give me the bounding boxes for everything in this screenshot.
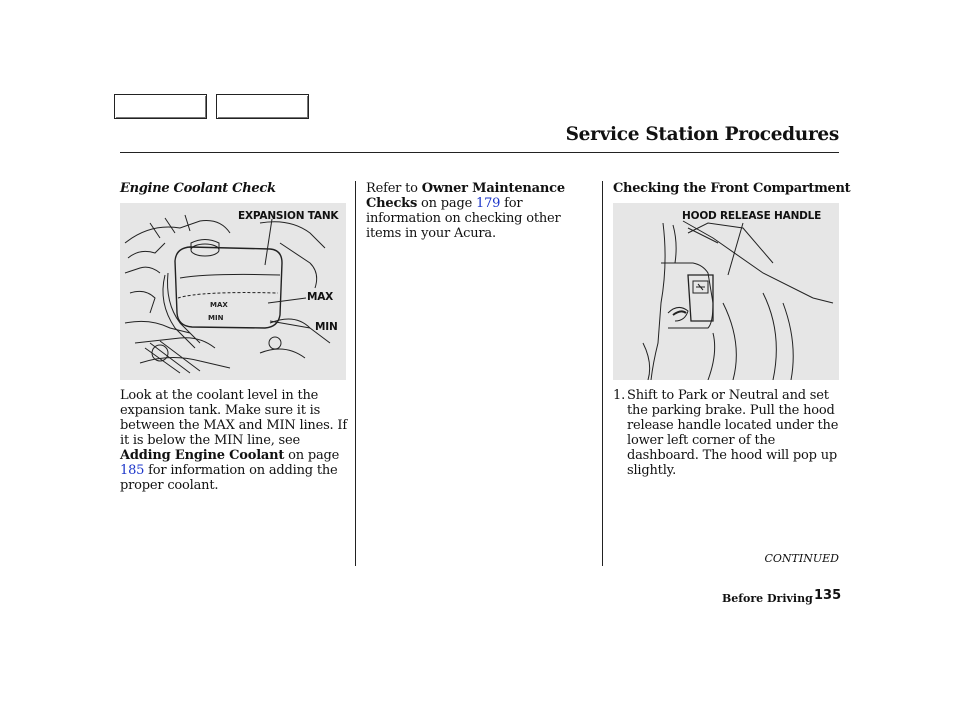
owner-maintenance-ref: Owner Maintenance Checks (366, 181, 565, 211)
adding-coolant-ref: Adding Engine Coolant (120, 448, 285, 463)
min-label: MIN (315, 321, 338, 333)
maintenance-checks-paragraph: Refer to Owner Maintenance Checks on page 179 for information on checking other items in your Acura. (366, 181, 565, 241)
dashboard-illustration (613, 203, 839, 380)
continued-label: CONTINUED (764, 552, 839, 565)
nav-button-contents[interactable] (114, 94, 207, 119)
coolant-check-heading: Engine Coolant Check (120, 181, 276, 196)
front-compartment-heading: Checking the Front Compartment (613, 181, 851, 196)
step-1 (613, 388, 841, 478)
hood-release-figure (613, 203, 839, 380)
tank-max-mark: MAX (210, 301, 228, 309)
column-divider-1 (355, 181, 356, 566)
coolant-paragraph: Look at the coolant level in the expansion tank. Make sure it is between the MAX and MIN lines. If it is below the MIN line, see Adding Engine Coolant on page 185 for information on adding the proper coolant. (120, 388, 347, 493)
expansion-tank-label: EXPANSION TANK (238, 210, 339, 222)
column-divider-2 (602, 181, 603, 566)
section-name: Before Driving (722, 592, 813, 605)
page-title: Service Station Procedures (565, 124, 839, 145)
coolant-figure (120, 203, 346, 380)
step-number: 1. (613, 388, 626, 403)
tank-min-mark: MIN (208, 314, 224, 322)
hood-release-label: HOOD RELEASE HANDLE (682, 210, 822, 222)
page-link-179[interactable]: 179 (476, 196, 501, 211)
page-number: 135 (814, 588, 842, 603)
title-rule (120, 152, 839, 153)
max-label: MAX (307, 291, 334, 303)
step-1-text: Shift to Park or Neutral and set the parking brake. Pull the hood release handle located under the lower left corner of the dashboard. The hood will pop up slightly. (627, 388, 839, 478)
nav-button-index[interactable] (216, 94, 309, 119)
page-link-185[interactable]: 185 (120, 463, 145, 478)
